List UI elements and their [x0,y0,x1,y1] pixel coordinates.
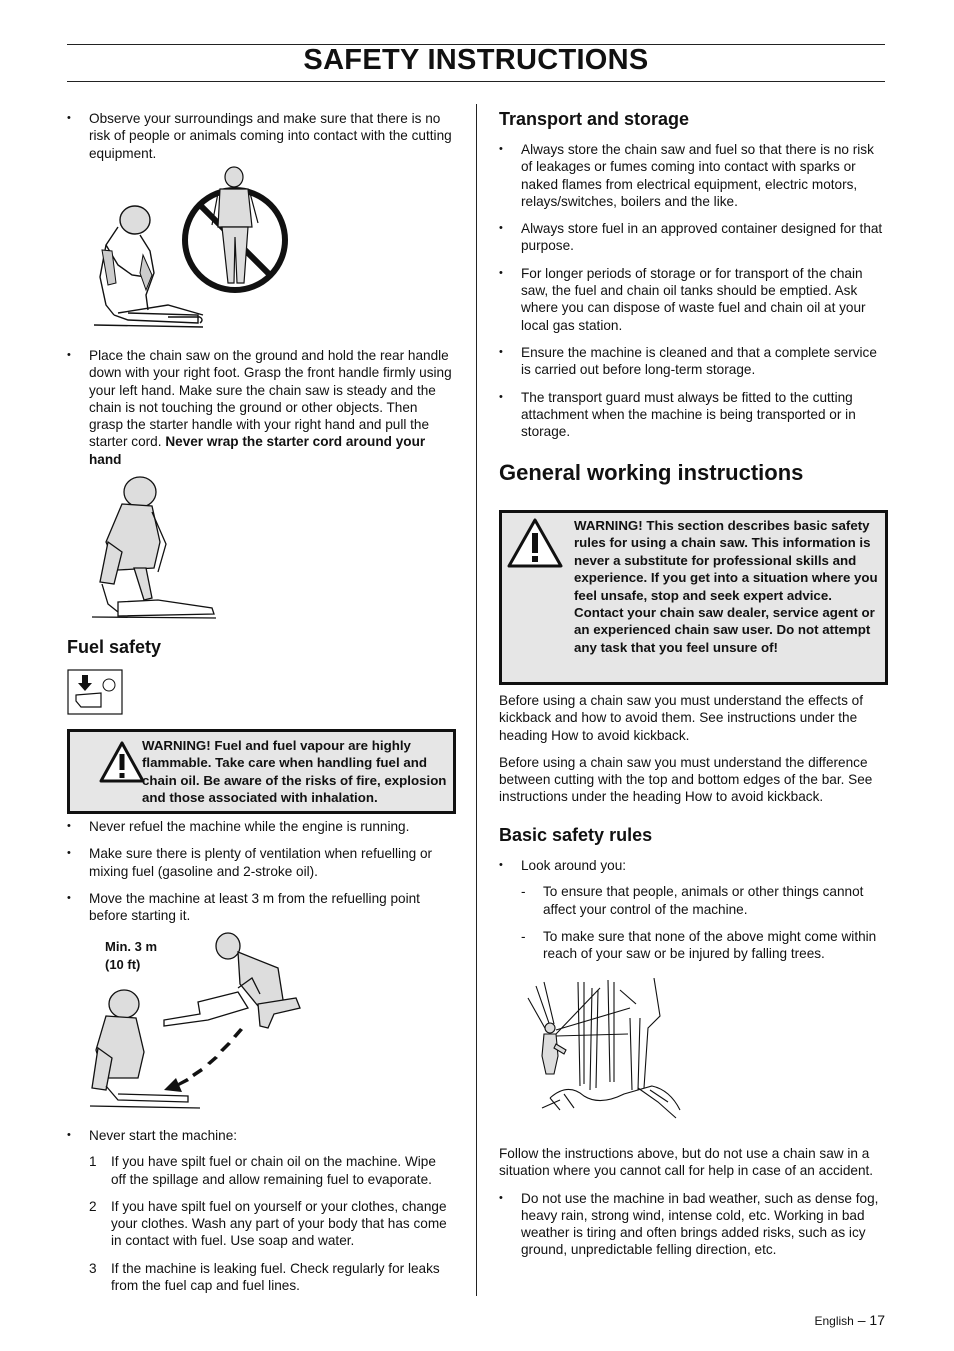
list-item: • Do not use the machine in bad weather, such as dense fog, heavy rain, strong wind, intense cold, etc. Working in bad weather is tiring and often brings added risks, such as icy ground, unpredictable felling direction, etc. [499,1190,891,1259]
left-intro [67,110,454,172]
list-item: • Always store fuel in an approved container designed for that purpose. [499,220,886,255]
start-warning-bold: Never wrap the starter cord around your hand [89,434,426,467]
fuel-warning-box [67,729,456,814]
distance-label: Min. 3 m (10 ft) [105,939,158,972]
start-instruction: Place the chain saw on the ground and hold the rear handle down with your right foot. Grasp the front handle firmly using your left hand. Make sure the chain saw is steady and the chain is not touching the ground or other objects. Then grasp the starter handle with your right hand and pull the starter cord. [89,348,452,450]
general-paragraphs [499,692,889,816]
numbered-item: 1 If you have spilt fuel or chain oil on the machine. Wipe off the spillage and allow remaining fuel to evaporate. [89,1154,436,1187]
left-start [67,347,454,478]
numbered-item: 3 If the machine is leaking fuel. Check regularly for leaks from the fuel cap and fuel lines. [89,1260,440,1294]
paragraph: Follow the instructions above, but do not use a chain saw in a situation where you cannot call for help in case of an accident. [499,1146,874,1179]
list-item: • Move the machine at least 3 m from the refuelling point before starting it. [67,890,454,925]
column-divider [476,104,477,1296]
basic-rules-heading: Basic safety rules [499,825,653,845]
list-item: • For longer periods of storage or for transport of the chain saw, the fuel and chain oil tanks should be emptied. Ask where you can dispose of waste fuel and chain oil at your local gas station. [499,265,886,334]
fuel-warning-text: WARNING! Fuel and fuel vapour are highly flammable. Take care when handling fuel and chain oil. Be aware of the risks of fire, explosion and those associated with inhalation. [142,738,447,806]
dash-item: - To ensure that people, animals or other things cannot affect your control of the machine. [521,883,886,918]
fuel-symbol-icon [67,669,123,715]
never-start-section [67,1127,454,1304]
warning-triangle-icon [98,740,146,784]
basic-rules [499,857,886,972]
general-warning-box [499,510,888,685]
list-item: • The transport guard must always be fitted to the cutting attachment when the machine is being transported or in storage. [499,389,886,441]
page-number: – 17 [857,1312,885,1328]
list-item: • Make sure there is plenty of ventilation when refuelling or mixing fuel (gasoline and 2-stroke oil). [67,845,454,880]
page-title: SAFETY INSTRUCTIONS [303,44,649,76]
list-item: • Ensure the machine is cleaned and that a complete service is carried out before long-term storage. [499,344,886,379]
footer-language: English [814,1314,854,1328]
weather-section [499,1145,891,1269]
general-heading: General working instructions [499,460,804,485]
list-item: • Never refuel the machine while the engine is running. [67,818,454,835]
list-item [67,347,454,468]
list-item: • Always store the chain saw and fuel so that there is no risk of leakages or fumes coming into contact with sparks or naked flames from electrical equipment, electric motors, relays/switches, boilers and the like. [499,141,886,210]
illustration-refuel-distance [88,928,308,1110]
list-item: • Never start the machine: [67,1127,454,1144]
title-rule [67,81,885,82]
transport-heading: Transport and storage [499,109,690,129]
illustration-felling-trees [520,978,690,1126]
fuel-safety-heading: Fuel safety [67,637,162,657]
numbered-item: 2 If you have spilt fuel on yourself or your clothes, change your clothes. Wash any part of your body that has come in contact with fuel. Use soap and water. [89,1198,447,1249]
illustration-surroundings [88,165,293,330]
transport-bullets [499,141,886,450]
list-item: • Observe your surroundings and make sure that there is no risk of people or animals coming into contact with the cutting equipment. [67,110,454,162]
dash-item: - To make sure that none of the above might come within reach of your saw or be injured by falling trees. [521,928,886,963]
paragraph: Before using a chain saw you must understand the difference between cutting with the top and bottom edges of the bar. See instructions under the heading How to avoid kickback. [499,754,873,805]
list-item: • Look around you: [499,857,886,874]
illustration-starting-saw [88,472,223,620]
warning-triangle-icon [506,517,564,569]
general-warning-text: WARNING! This section describes basic safety rules for using a chain saw. This information is never a substitute for professional skills and experience. If you get into a situation where you feel unsafe, stop and seek expert advice. Contact your chain saw dealer, service agent or an experienced chain saw user. Do not attempt any task that you feel unsure of! [574,518,878,655]
fuel-bullets [67,818,454,934]
paragraph: Before using a chain saw you must understand the effects of kickback and how to avoid them. See instructions under the heading How to avoid kickback. [499,693,863,743]
page-footer [815,1312,886,1328]
